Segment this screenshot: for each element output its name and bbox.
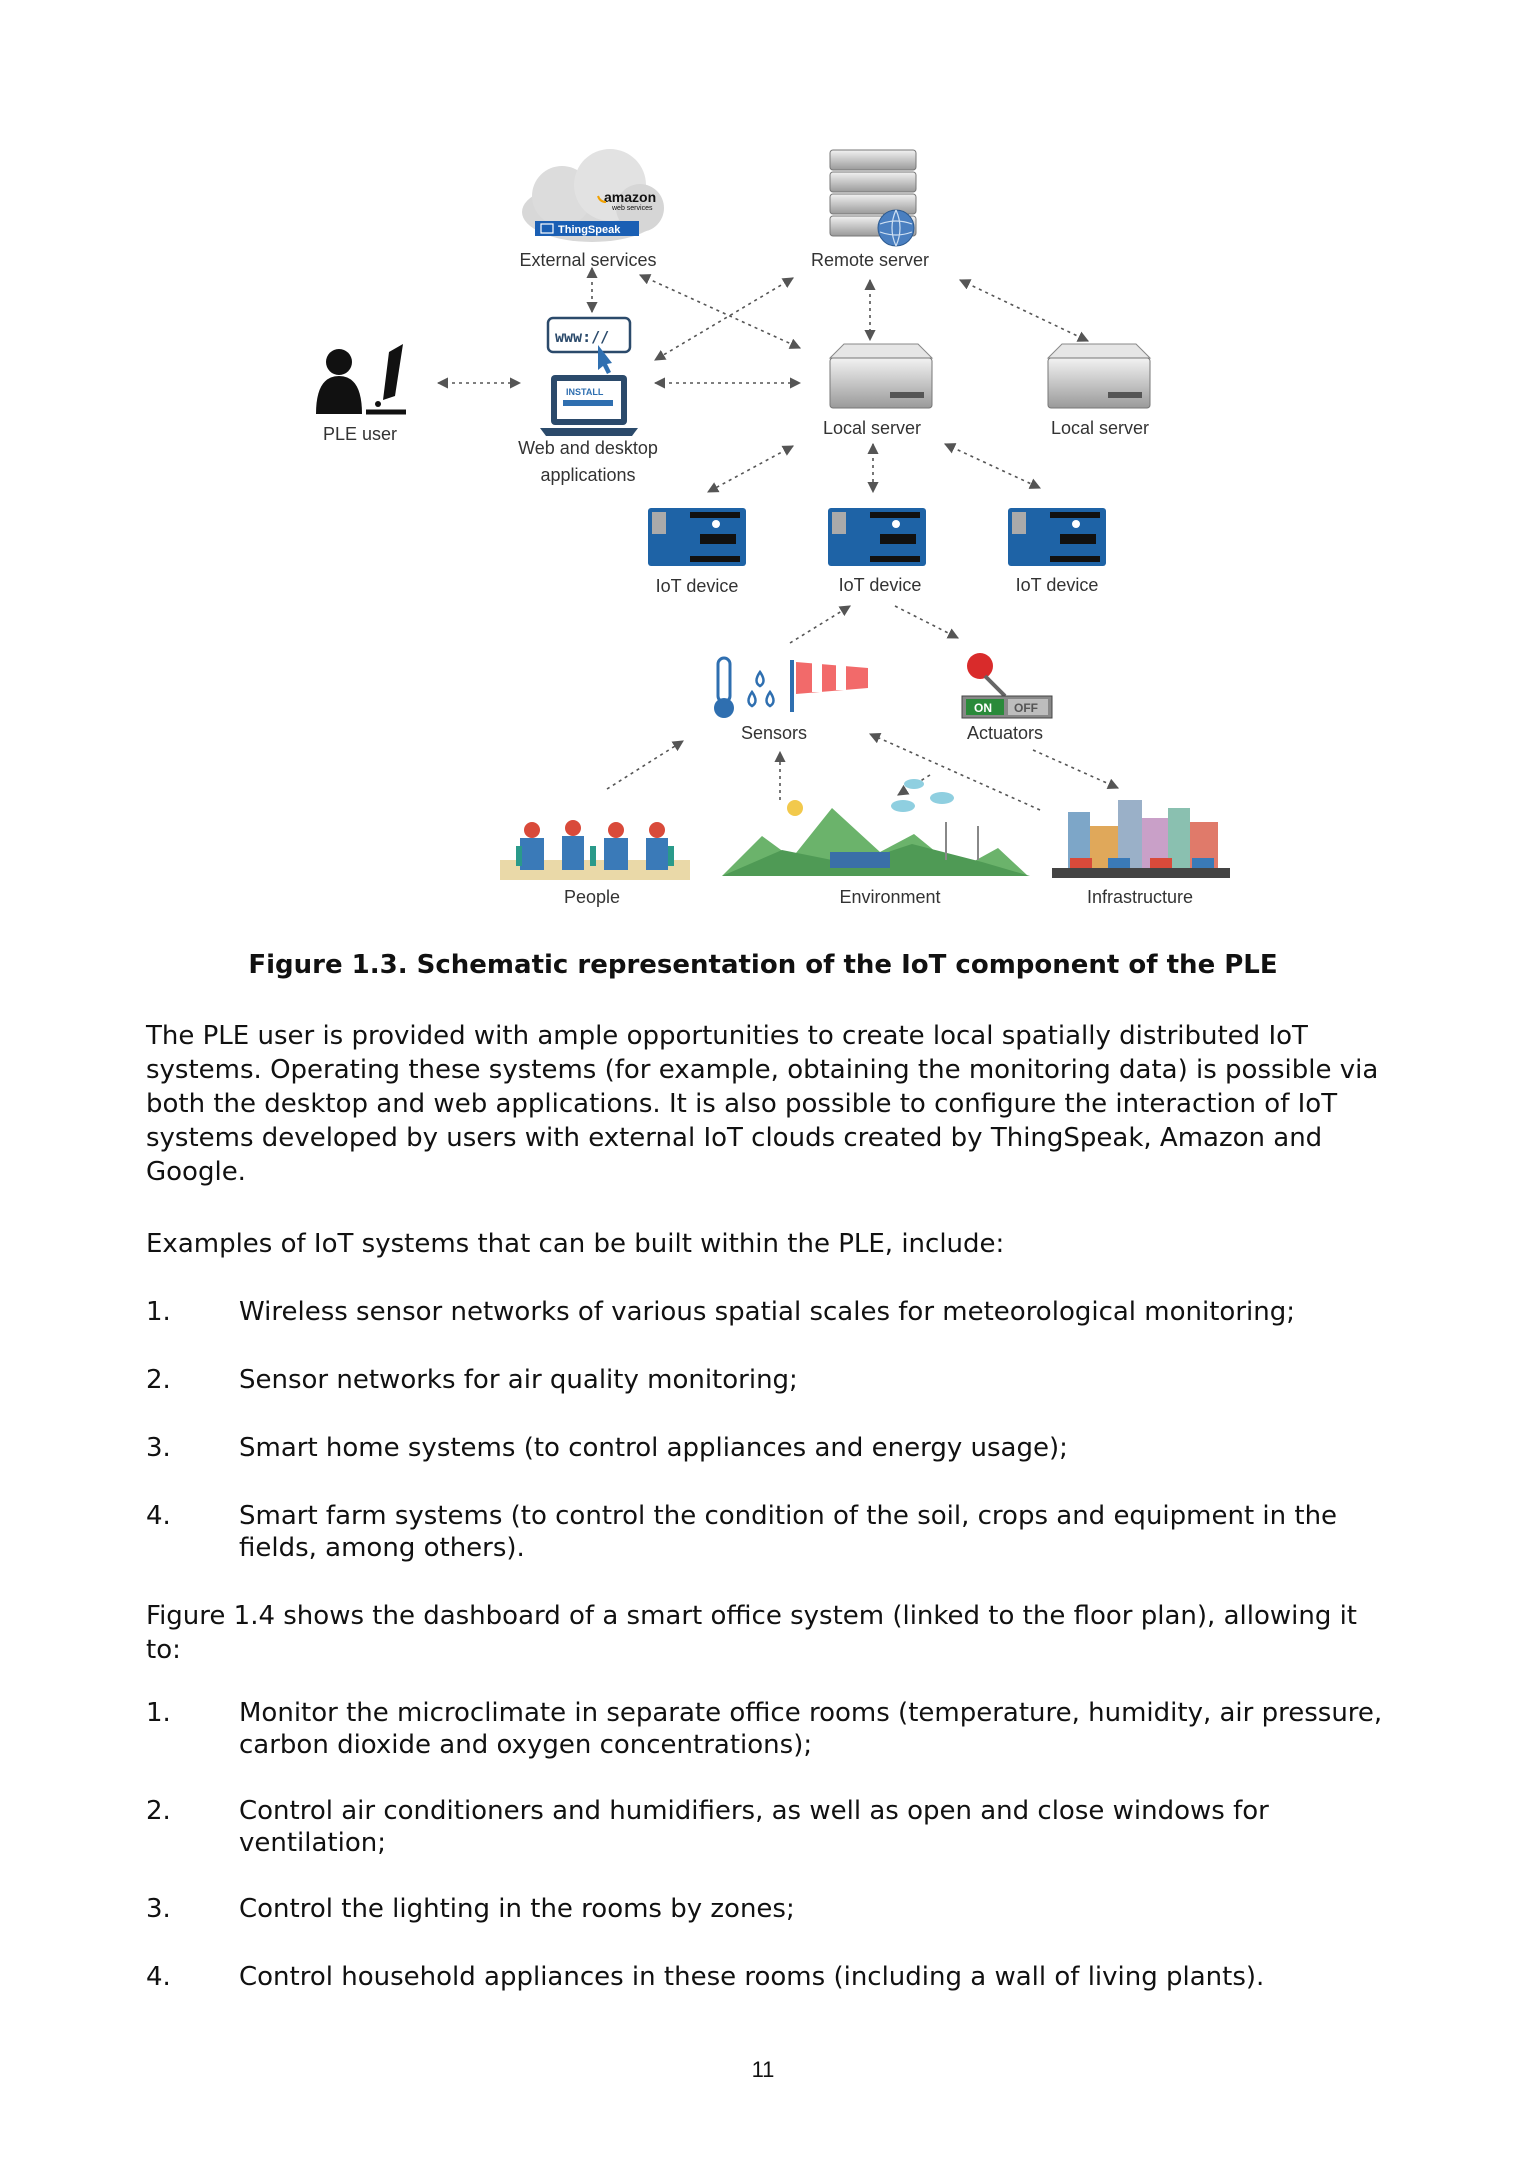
browser-url-text: www:// xyxy=(555,328,610,346)
list-item-text: Control the lighting in the rooms by zones; xyxy=(239,1894,795,1924)
web-browser-icon xyxy=(548,318,630,374)
label-local-server-2: Local server xyxy=(1050,418,1150,438)
fig14-intro: Figure 1.4 shows the dashboard of a smart office system (linked to the floor plan), allowing it to: xyxy=(146,1601,1358,1665)
list-item-number: 4. xyxy=(146,1962,171,1992)
switch-on-text: ON xyxy=(974,701,992,715)
label-local-server-1: Local server xyxy=(822,418,922,438)
list-item-text: Monitor the microclimate in separate office rooms (temperature, humidity, air pressure, carbon dioxide and oxygen concentrations); xyxy=(239,1698,1383,1760)
label-iot-device-1: IoT device xyxy=(655,576,739,596)
list-item-text: Wireless sensor networks of various spatial scales for meteorological monitoring; xyxy=(239,1297,1295,1327)
examples-intro: Examples of IoT systems that can be built within the PLE, include: xyxy=(146,1229,1005,1259)
infrastructure-illustration xyxy=(1052,800,1230,878)
label-infrastructure: Infrastructure xyxy=(1086,887,1194,907)
environment-illustration xyxy=(722,779,1030,876)
sensors-icon xyxy=(714,658,868,718)
label-sensors: Sensors xyxy=(740,723,808,743)
iot-device-board-3 xyxy=(1008,508,1106,566)
actuator-switch-icon xyxy=(962,653,1052,718)
list-item-number: 1. xyxy=(146,1698,171,1728)
label-web-desktop-line2: applications xyxy=(540,465,636,485)
local-server-icon xyxy=(830,344,932,408)
label-environment: Environment xyxy=(839,887,941,907)
intro-paragraph: The PLE user is provided with ample opportunities to create local spatially distributed IoT systems. Operating these systems (for example, obtaining the monitoring data) is possible via both the desktop and web applications. It is also possible to configure the interaction of IoT systems developed by users with external IoT clouds created by ThingSpeak, Amazon and Google. xyxy=(146,1021,1379,1187)
label-ple-user: PLE user xyxy=(322,424,398,444)
cloud-icon xyxy=(522,149,664,242)
list-item-number: 4. xyxy=(146,1501,171,1531)
iot-device-board-2 xyxy=(828,508,926,566)
list-item-text: Smart farm systems (to control the condition of the soil, crops and equipment in the fields, among others). xyxy=(239,1501,1338,1563)
list-item-number: 2. xyxy=(146,1796,171,1826)
label-actuators: Actuators xyxy=(966,723,1044,743)
list-item-text: Smart home systems (to control appliances and energy usage); xyxy=(239,1433,1068,1463)
iot-schematic-diagram xyxy=(0,0,1526,940)
local-server-icon-2 xyxy=(1048,344,1150,408)
figure-caption: Figure 1.3. Schematic representation of the IoT component of the PLE xyxy=(248,950,1278,980)
laptop-icon xyxy=(540,375,638,436)
switch-off-text: OFF xyxy=(1014,701,1038,715)
iot-device-board-1 xyxy=(648,508,746,566)
list-item-number: 3. xyxy=(146,1894,171,1924)
amazon-logo-text: amazon xyxy=(604,189,657,205)
label-people: People xyxy=(563,887,621,907)
thingspeak-logo-text: ThingSpeak xyxy=(558,224,621,236)
aws-logo-text: web services xyxy=(612,205,653,212)
label-remote-server: Remote server xyxy=(810,250,930,270)
label-iot-device-2: IoT device xyxy=(838,575,922,595)
install-text: INSTALL xyxy=(566,387,604,397)
people-illustration xyxy=(500,820,690,880)
list-item-text: Sensor networks for air quality monitoring; xyxy=(239,1365,798,1395)
list-item-number: 1. xyxy=(146,1297,171,1327)
label-external-services: External services xyxy=(519,250,657,270)
list-item-number: 2. xyxy=(146,1365,171,1395)
label-web-desktop-line1: Web and desktop xyxy=(518,438,658,458)
list-item-text: Control household appliances in these rooms (including a wall of living plants). xyxy=(239,1962,1265,1992)
label-iot-device-3: IoT device xyxy=(1015,575,1099,595)
list-item-text: Control air conditioners and humidifiers, as well as open and close windows for ventilation; xyxy=(239,1796,1269,1858)
page-number: 11 xyxy=(751,2057,775,2082)
remote-server-icon xyxy=(830,150,916,246)
ple-user-icon xyxy=(316,344,406,414)
list-item-number: 3. xyxy=(146,1433,171,1463)
